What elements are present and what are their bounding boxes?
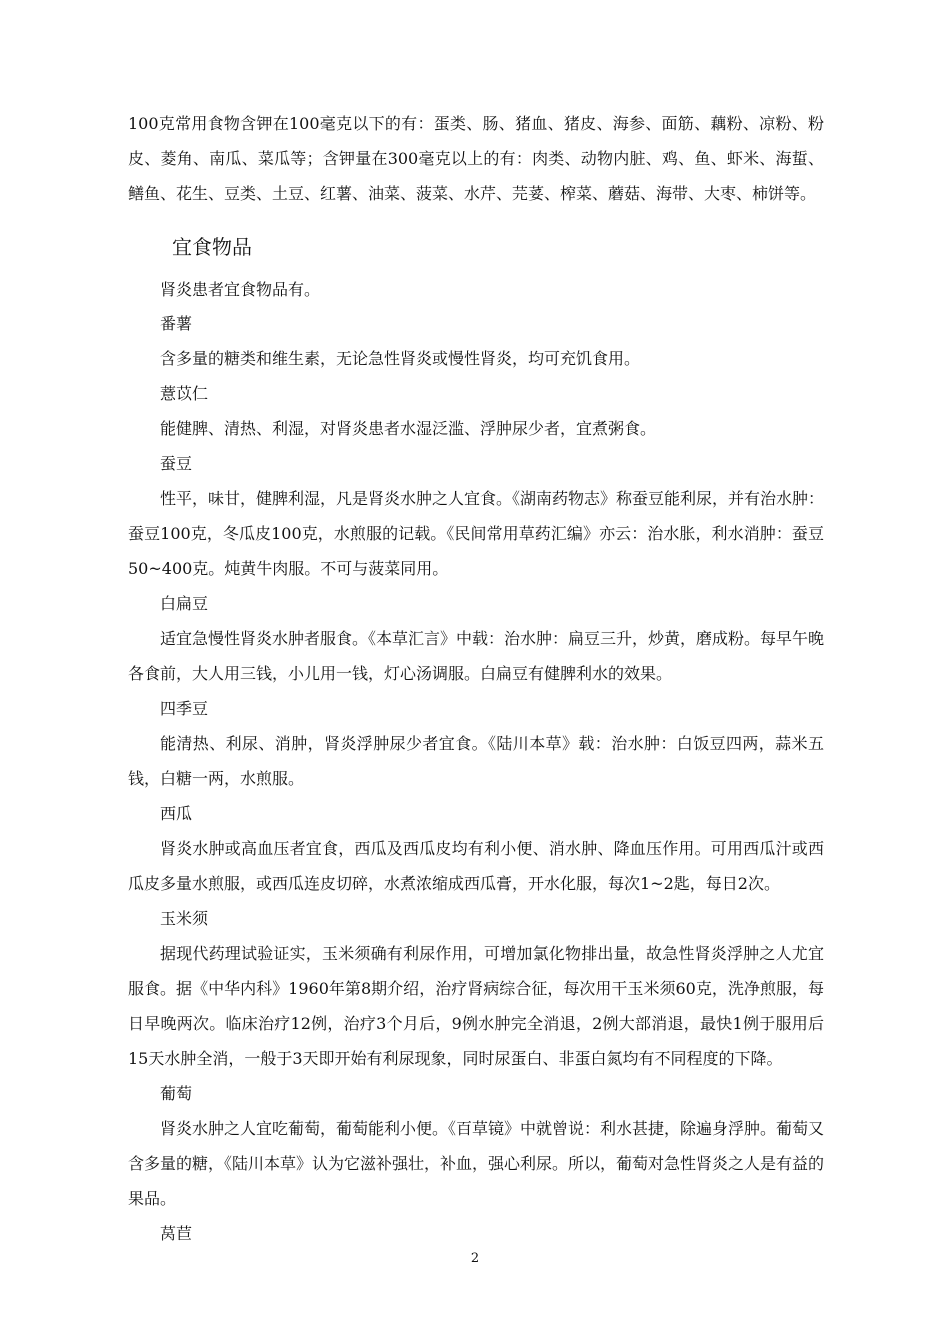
food-item-grape [128,1076,824,1216]
food-item-white-hyacinth-bean [128,586,824,691]
food-item-title: 葡萄 [160,1084,193,1103]
food-item-coix-seed [128,376,824,446]
food-item-title: 薏苡仁 [160,384,209,403]
section-heading: 宜食物品 [172,235,252,259]
food-item-title: 玉米须 [160,909,209,928]
food-item-corn-silk [128,901,824,1076]
section-intro-block [128,272,824,307]
food-list [128,306,824,1251]
food-item-text: 性平，味甘，健脾利湿，凡是肾炎水肿之人宜食。《湖南药物志》称蚕豆能利尿，并有治水肿：蚕豆100克，冬瓜皮100克，水煎服的记载。《民间常用草药汇编》亦云：治水胀，利水消肿：蚕豆50~400克。炖黄牛肉服。不可与菠菜同用。 [128,489,825,578]
food-item-text: 肾炎水肿或高血压者宜食，西瓜及西瓜皮均有利小便、消水肿、降血压作用。可用西瓜汁或西瓜皮多量水煎服，或西瓜连皮切碎，水煮浓缩成西瓜膏，开水化服，每次1~2匙，每日2次。 [128,839,824,893]
food-item-title: 西瓜 [160,804,193,823]
food-item-title: 莴苣 [160,1224,193,1243]
intro-paragraph: 100克常用食物含钾在100毫克以下的有：蛋类、肠、猪血、猪皮、海参、面筋、藕粉、凉粉、粉皮、菱角、南瓜、菜瓜等；含钾量在300毫克以上的有：肉类、动物内脏、鸡、鱼、虾米、海蜇、鳝鱼、花生、豆类、土豆、红薯、油菜、菠菜、水芹、芫荽、榨菜、蘑菇、海带、大枣、柿饼等。 [128,114,824,203]
food-item-text: 能清热、利尿、消肿，肾炎浮肿尿少者宜食。《陆川本草》载：治水肿：白饭豆四两，蒜米五钱，白糖一两，水煎服。 [128,734,824,788]
food-item-watermelon [128,796,824,901]
food-item-lettuce [128,1216,824,1251]
food-item-title: 白扁豆 [160,594,209,613]
food-item-text: 能健脾、清热、利湿，对肾炎患者水湿泛滥、浮肿尿少者，宜煮粥食。 [160,419,657,438]
page-number: 2 [470,1251,480,1266]
food-item-text: 含多量的糖类和维生素，无论急性肾炎或慢性肾炎，均可充饥食用。 [160,349,641,368]
food-item-title: 番薯 [160,314,193,333]
food-item-green-bean [128,691,824,796]
section-intro: 肾炎患者宜食物品有。 [160,280,321,299]
food-item-sweet-potato [128,306,824,376]
food-item-title: 蚕豆 [160,454,193,473]
food-item-text: 肾炎水肿之人宜吃葡萄，葡萄能利小便。《百草镜》中就曾说：利水甚捷，除遍身浮肿。葡萄又含多量的糖，《陆川本草》认为它滋补强壮，补血，强心利尿。所以，葡萄对急性肾炎之人是有益的果品。 [128,1119,825,1208]
food-item-text: 据现代药理试验证实，玉米须确有利尿作用，可增加氯化物排出量，故急性肾炎浮肿之人尤宜服食。据《中华内科》1960年第8期介绍，治疗肾病综合征，每次用干玉米须60克，洗净煎服，每日早晚两次。临床治疗12例，治疗3个月后，9例水肿完全消退，2例大部消退，最快1例于服用后15天水肿全消，一般于3天即开始有利尿现象，同时尿蛋白、非蛋白氮均有不同程度的下降。 [128,944,824,1068]
food-item-text: 适宜急慢性肾炎水肿者服食。《本草汇言》中载：治水肿：扁豆三升，炒黄，磨成粉。每早午晚各食前，大人用三钱，小儿用一钱，灯心汤调服。白扁豆有健脾利水的效果。 [128,629,825,683]
food-item-title: 四季豆 [160,699,209,718]
food-item-broad-bean [128,446,824,586]
